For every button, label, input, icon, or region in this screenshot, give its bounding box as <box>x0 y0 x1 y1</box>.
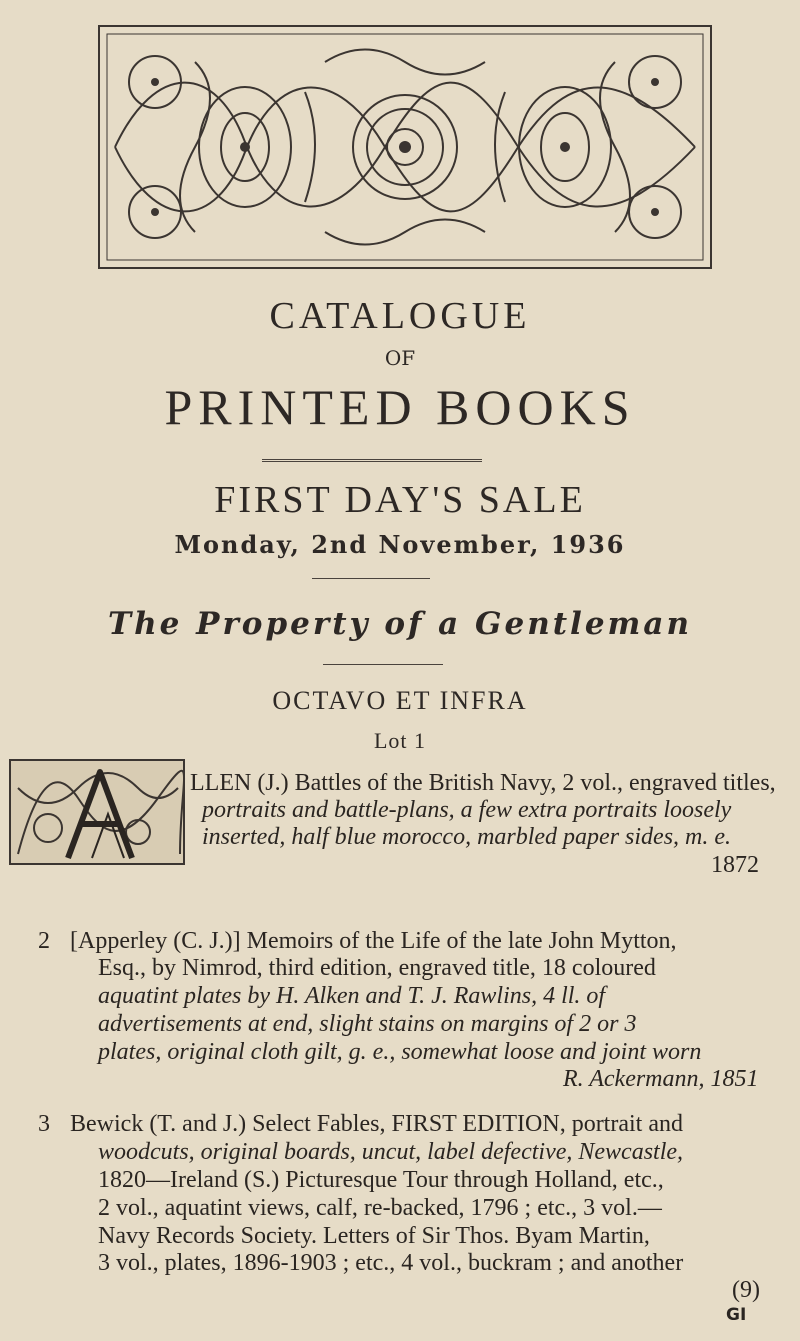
lot-text: (9) <box>732 1277 760 1303</box>
lot-number: 2 <box>38 928 50 954</box>
lot-text: [Apperley (C. J.)] Memoirs of the Life of the late John Mytton, <box>70 928 677 954</box>
lot-2-line-3 <box>98 983 605 1010</box>
lot-3-line-7 <box>732 1277 760 1304</box>
lot-text: portraits and battle-plans, a few extra portraits loosely <box>202 797 732 823</box>
catalogue-heading: CATALOGUE <box>269 295 531 337</box>
lot-3-line-5 <box>98 1223 650 1250</box>
lot-2-line-6 <box>563 1066 759 1093</box>
lot-1-line-4 <box>711 852 759 879</box>
signature-mark: GI <box>726 1305 747 1325</box>
lot-heading: Lot 1 <box>373 728 427 753</box>
lot-1-line-3 <box>202 824 731 851</box>
ornamental-initial-a-icon <box>8 758 186 866</box>
printed-books-heading: PRINTED BOOKS <box>164 379 636 435</box>
format-heading: OCTAVO ET INFRA <box>272 686 528 715</box>
lot-text: inserted, half blue morocco, marbled paper sides, m. e. <box>202 824 732 850</box>
lot-2-line-1 <box>70 928 677 955</box>
lot-1-line-1 <box>190 770 776 797</box>
lot-2-line-2 <box>98 955 656 982</box>
sale-heading: FIRST DAY'S SALE <box>214 479 586 521</box>
sale-date: Monday, 2nd November, 1936 <box>174 530 626 559</box>
lot-text: 1820—Ireland (S.) Picturesque Tour through Holland, etc., <box>98 1167 664 1193</box>
lot-text: advertisements at end, slight stains on margins of 2 or 3 <box>98 1011 637 1037</box>
lot-2-line-4 <box>98 1011 636 1038</box>
divider-rule <box>312 578 430 579</box>
lot-text: LLEN (J.) Battles of the British Navy, 2 vol., engraved titles, <box>190 770 776 796</box>
lot-3-line-1 <box>70 1111 683 1138</box>
lot-text: 3 vol., plates, 1896-1903 ; etc., 4 vol., buckram ; and another <box>98 1250 684 1276</box>
lot-text: woodcuts, original boards, uncut, label defective, Newcastle, <box>98 1139 684 1165</box>
lot-1-line-2 <box>202 797 731 824</box>
property-heading: The Property of a Gentleman <box>108 606 692 642</box>
lot-text: R. Ackermann, 1851 <box>563 1066 759 1092</box>
lot-3-line-3 <box>98 1167 664 1194</box>
lot-3-line-6 <box>98 1250 683 1277</box>
lot-3-line-4 <box>98 1195 662 1222</box>
ornamental-headpiece-icon <box>95 22 715 272</box>
divider-rule <box>323 664 443 665</box>
lot-text: plates, original cloth gilt, g. e., somewhat loose and joint worn <box>98 1039 702 1065</box>
lot-number: 3 <box>38 1111 50 1137</box>
lot-text: 1872 <box>711 852 759 878</box>
lot-2-line-5 <box>98 1039 701 1066</box>
of-heading: OF <box>384 346 416 370</box>
lot-text: Esq., by Nimrod, third edition, engraved title, 18 coloured <box>98 955 656 981</box>
divider-rule <box>262 459 482 462</box>
lot-text: 2 vol., aquatint views, calf, re-backed, 1796 ; etc., 3 vol.— <box>98 1195 662 1221</box>
lot-text: Navy Records Society. Letters of Sir Thos. Byam Martin, <box>98 1223 650 1249</box>
lot-text: aquatint plates by H. Alken and T. J. Rawlins, 4 ll. of <box>98 983 606 1009</box>
lot-text: Bewick (T. and J.) Select Fables, FIRST EDITION, portrait and <box>70 1111 683 1137</box>
lot-3-line-2 <box>98 1139 683 1166</box>
